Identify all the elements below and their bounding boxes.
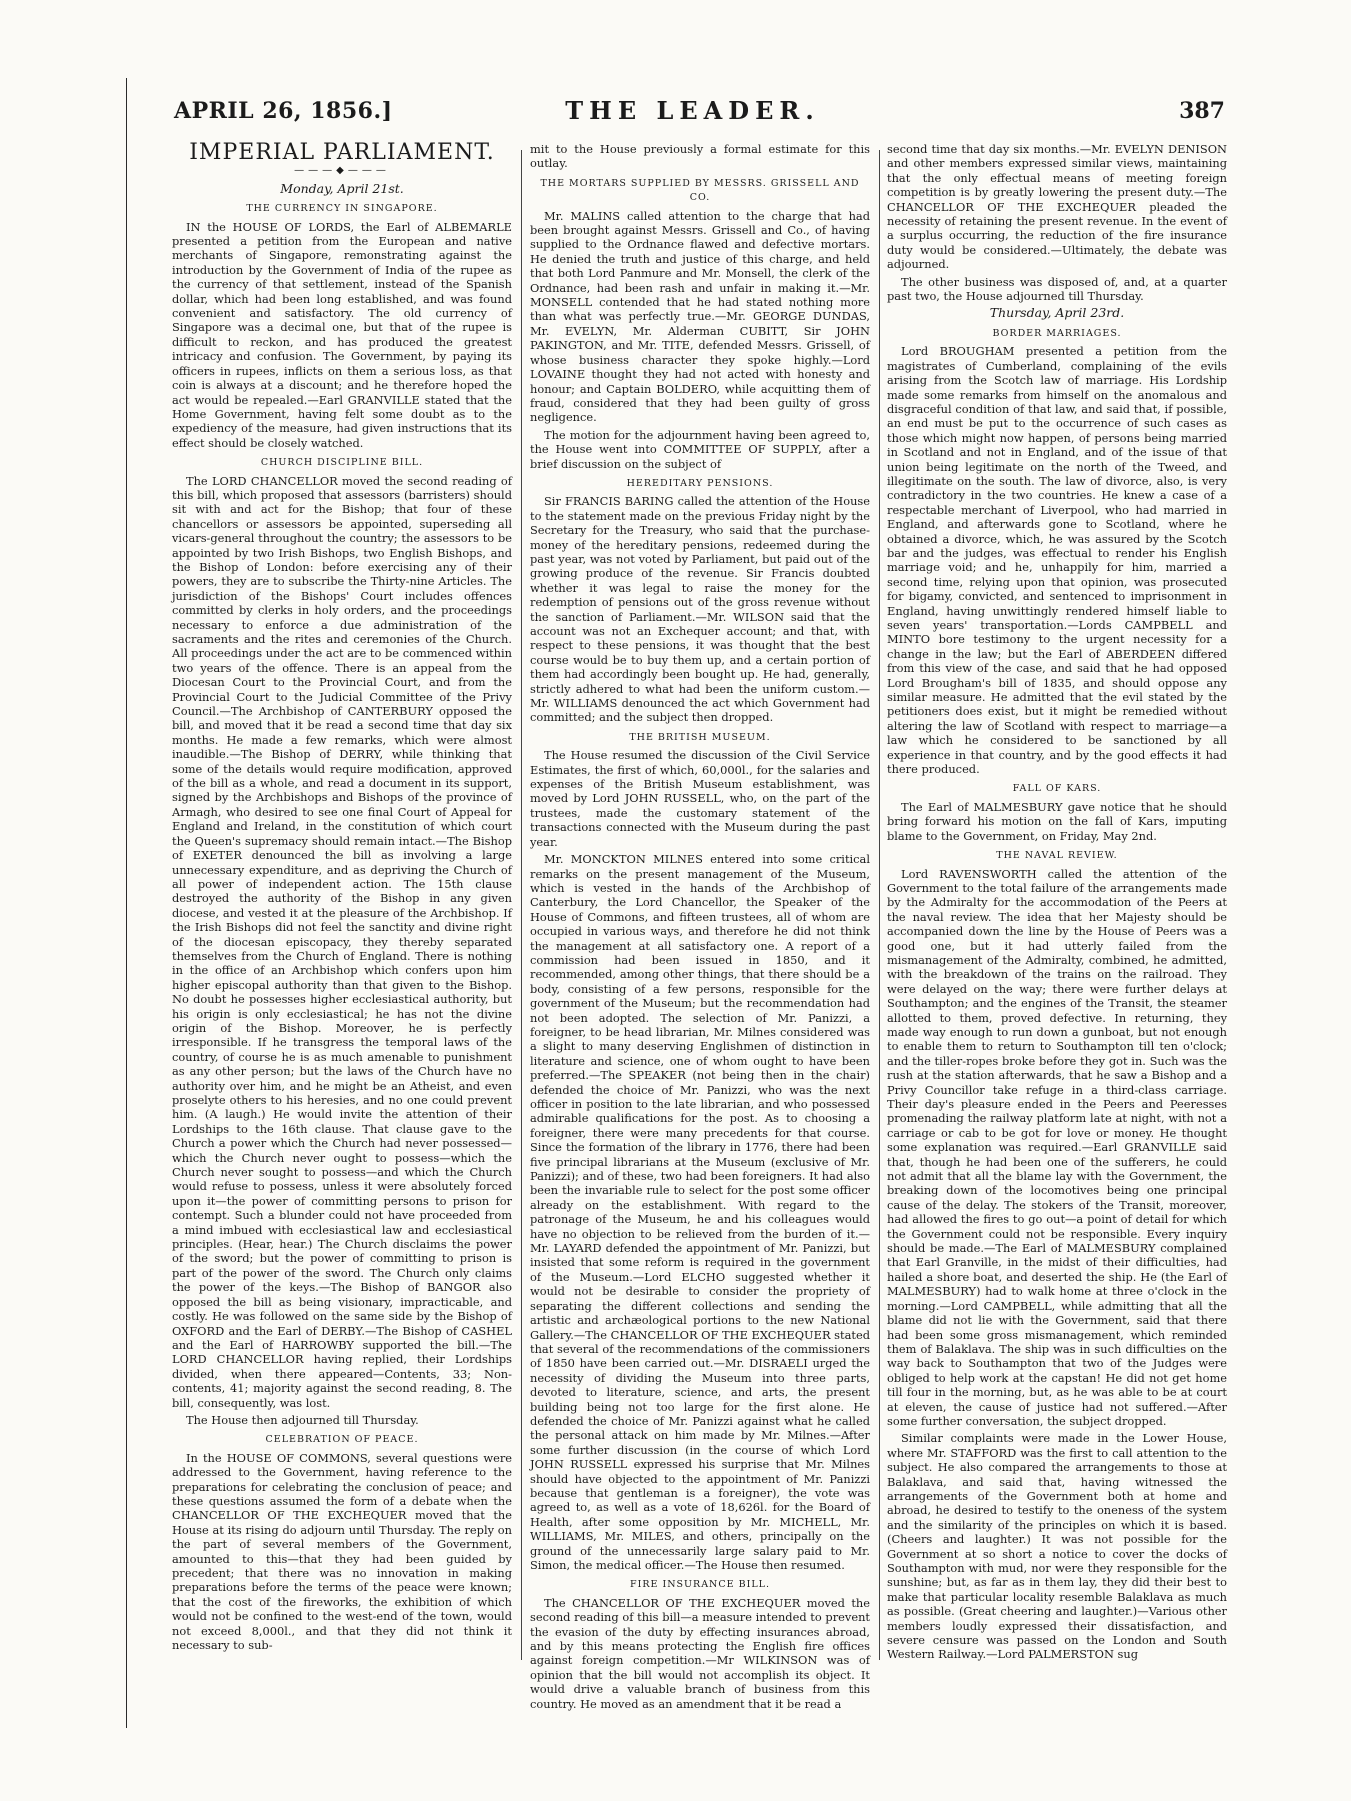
column-1 — [172, 142, 512, 1662]
article-paragraph: The other business was disposed of, and, at a quarter past two, the House adjourned till Thursday. — [887, 274, 1227, 304]
article-heading: CELEBRATION OF PEACE. — [265, 1434, 419, 1446]
article-heading: CHURCH DISCIPLINE BILL. — [260, 457, 424, 469]
article-paragraph: In the HOUSE OF COMMONS, several questions were addressed to the Government, having reference to the preparations for celebrating the conclusion of peace; and these questions assumed the form of a debate when the CHANCELLOR OF THE EXCHEQUER moved that the House at its rising do adjourn until Thursday. The reply on the part of several members of the Government, amounted to this—that they had been guided by precedent; that there was no innovation in making preparations before the terms of the peace were known; that the cost of the fireworks, the exhibition of which would not be confined to the west-end of the town, would not exceed 8,000l., and that they did not think it necessary to sub- — [172, 1450, 512, 1653]
article-heading: THE MORTARS SUPPLIED BY MESSRS. GRISSELL AND CO. — [540, 177, 860, 204]
article-paragraph: Lord BROUGHAM presented a petition from the magistrates of Cumberland, complaining of the evils arising from the Scotch law of marriage. His Lordship made some remarks from himself on the anomalous and disgraceful condition of that law, and said that, if possible, an end must be put to the occurrence of such cases as those which might now happen, of persons being married in Scotland and not in England, and of the issue of that union being legitimate on the north of the Tweed, and illegitimate on the south. The law of divorce, also, is very contradictory in the two countries. He knew a case of a respectable merchant of Liverpool, who had married in England, and afterwards gone to Scotland, where he obtained a divorce, which, he was assured by the Scotch bar and the judges, was effectual to render his English marriage void; and he, unhappily for him, married a second time, relying upon that opinion, was prosecuted for bigamy, convicted, and sentenced to imprisonment in England, having unwittingly rendered himself liable to seven years' transportation.—Lords CAMPBELL and MINTO bore testimony to the urgent necessity for a change in the law; but the Earl of ABERDEEN differed from this view of the case, and said that he had opposed Lord Brougham's bill of 1835, and should oppose any similar measure. He admitted that the evil stated by the petitioners does exist, but it might be remedied without altering the law of Scotland with respect to marriage—a law which he considered to be sanctioned by all experience in that country, and by the good effects it had there produced. — [887, 344, 1227, 777]
article-paragraph: mit to the House previously a formal estimate for this outlay. — [530, 142, 870, 171]
article-heading: THE BRITISH MUSEUM. — [629, 731, 771, 743]
header-date: APRIL 26, 1856.] — [174, 98, 393, 124]
column-rule-right — [879, 150, 880, 1660]
article-heading: FALL OF KARS. — [1012, 783, 1102, 795]
article-heading: HEREDITARY PENSIONS. — [626, 477, 774, 489]
page-edge-line — [126, 78, 127, 1728]
column-2 — [530, 142, 870, 1711]
article-paragraph: Similar complaints were made in the Lower House, where Mr. STAFFORD was the first to call attention to the subject. He also compared the arrangements to those at Balaklava, and said that, having witnessed the arrangements of the Government both at home and abroad, he desired to testify to the oneness of the system and the similarity of the principles on which it is based. (Cheers and laughter.) It was not possible for the Government at so short a notice to cover the docks of Southampton with mud, nor were they responsible for the sunshine; but, as far as in them lay, they did their best to make that particular locality resemble Balaklava as much as possible. (Great cheering and laughter.)—Various other members loudly expressed their dissatisfaction, and severe censure was passed on the London and South Western Railway.—Lord PALMERSTON sug — [887, 1431, 1227, 1662]
article-paragraph: second time that day six months.—Mr. EVELYN DENISON and other members expressed similar views, maintaining that the only effectual means of meeting foreign competition is by greatly lowering the present duty.—The CHANCELLOR OF THE EXCHEQUER pleaded the necessity of retaining the present revenue. In the event of a surplus occurring, the reduction of the fire insurance duty would be considered.—Ultimately, the debate was adjourned. — [887, 142, 1227, 272]
title-ornament: ———◆——— — [294, 165, 390, 177]
article-paragraph: Mr. MONCKTON MILNES entered into some critical remarks on the present management of the Museum, which is vested in the hands of the Archbishop of Canterbury, the Lord Chancellor, the Speaker of the House of Commons, and fifteen trustees, all of whom are occupied in various ways, and therefore he did not think the management at all satisfactory one. A report of a commission had been issued in 1850, and it recommended, among other things, that there should be a body, consisting of a few persons, responsible for the government of the Museum; but the recommendation had not been adopted. The selection of Mr. Panizzi, a foreigner, to be head librarian, Mr. Milnes considered was a slight to many deserving Englishmen of distinction in literature and science, one of whom ought to have been preferred.—The SPEAKER (not being then in the chair) defended the choice of Mr. Panizzi, who was the next officer in position to the late librarian, and who possessed admirable qualifications for the post. As to choosing a foreigner, there were many precedents for that course. Since the formation of the library in 1776, there had been five principal librarians at the Museum (exclusive of Mr. Panizzi); and of these, two had been foreigners. It had also been the invariable rule to select for the post some officer already on the establishment. With regard to the patronage of the Museum, he and his colleagues would have no objection to be relieved from the burden of it.—Mr. LAYARD defended the appointment of Mr. Panizzi, but insisted that some reform is required in the government of the Museum.—Lord ELCHO suggested whether it would not be desirable to consider the propriety of separating the different collections and sending the artistic and archæological portions to the new National Gallery.—The CHANCELLOR OF THE EXCHEQUER stated that several of the recommendations of the commissioners of 1850 have been carried out.—Mr. DISRAELI urged the necessity of dividing the Museum into three parts, devoted to literature, science, and arts, the present building being not too large for the first alone. He defended the choice of Mr. Panizzi against what he called the personal attack on him made by Mr. Milnes.—After some further discussion (in the course of which Lord JOHN RUSSELL expressed his surprise that Mr. Milnes should have objected to the appointment of Mr. Panizzi because that gentleman is a foreigner), the vote was agreed to, as well as a vote of 18,626l. for the Board of Health, after some opposition by Mr. MICHELL, Mr. WILLIAMS, Mr. MILES, and others, principally on the ground of the unnecessarily large salary paid to Mr. Simon, the medical officer.—The House then resumed. — [530, 852, 870, 1572]
article-paragraph: The motion for the adjournment having been agreed to, the House went into COMMITTEE OF SUPPLY, after a brief discussion on the subject of — [530, 427, 870, 471]
column-rule-left — [521, 150, 522, 1660]
page-header — [160, 92, 1225, 128]
article-paragraph: IN the HOUSE OF LORDS, the Earl of ALBEMARLE presented a petition from the European and native merchants of Singapore, remonstrating against the introduction by the Government of India of the rupee as the currency of that settlement, instead of the Spanish dollar, which had been long established, and was found convenient and satisfactory. The old currency of Singapore was a decimal one, but that of the rupee is difficult to reckon, and has produced the greatest intricacy and confusion. The Government, by paying its officers in rupees, inflicts on them a serious loss, as that coin is always at a discount; and he therefore hoped the act would be repealed.—Earl GRANVILLE stated that the Home Government, having felt some doubt as to the expediency of the measure, had given instructions that its effect should be closely watched. — [172, 219, 512, 450]
article-paragraph: Mr. MALINS called attention to the charge that had been brought against Messrs. Grissell and Co., of having supplied to the Ordnance flawed and defective mortars. He denied the truth and justice of this charge, and held that both Lord Panmure and Mr. Monsell, the clerk of the Ordnance, had been rash and unfair in making it.—Mr. MONSELL contended that he had stated nothing more than what was perfectly true.—Mr. GEORGE DUNDAS, Mr. EVELYN, Mr. Alderman CUBITT, Sir JOHN PAKINGTON, and Mr. TITE, defended Messrs. Grissell, of whose business character they spoke highly.—Lord LOVAINE thought they had not acted with honesty and honour; and Captain BOLDERO, while acquitting them of fraud, considered that they had been guilty of gross negligence. — [530, 208, 870, 425]
article-paragraph: The House resumed the discussion of the Civil Service Estimates, the first of which, 60,000l., for the salaries and expenses of the British Museum establishment, was moved by Lord JOHN RUSSELL, who, on the part of the trustees, made the customary statement of the transactions connected with the Museum during the past year. — [530, 748, 870, 849]
article-paragraph: Lord RAVENSWORTH called the attention of the Government to the total failure of the arrangements made by the Admiralty for the accommodation of the Peers at the naval review. The idea that her Majesty should be accompanied down the line by the House of Peers was a good one, but it had utterly failed from the mismanagement of the Admiralty, combined, he admitted, with the breakdown of the trains on the railroad. They were delayed on the way; there were further delays at Southampton; and the engines of the Transit, the steamer allotted to them, proved defective. In returning, they made way enough to run down a gunboat, but not enough to enable them to return to Southampton till ten o'clock; and the tiller-ropes broke before they got in. Such was the rush at the station afterwards, that he saw a Bishop and a Privy Councillor take refuge in a third-class carriage. Their day's pleasure ended in the Peers and Peeresses promenading the railway platform late at night, with not a carriage or cab to be got for love or money. He thought some explanation was required.—Earl GRANVILLE said that, though he had been one of the sufferers, he could not admit that all the blame lay with the Government, the breaking down of the locomotives being one principal cause of the delay. The stokers of the Transit, moreover, had allowed the fires to go out—a point of detail for which the Government could not be responsible. Every inquiry should be made.—The Earl of MALMESBURY complained that Earl Granville, in the midst of their difficulties, had hailed a shore boat, and deserted the ship. He (the Earl of MALMESBURY) had to walk home at three o'clock in the morning.—Lord CAMPBELL, while admitting that all the blame did not lie with the Government, said that there had been some gross mismanagement, which reminded them of Balaklava. The ship was in such difficulties on the way back to Southampton that two of the Judges were obliged to help work at the capstan! He did not get home till four in the morning, but, as he was able to be at court at eleven, the cause of justice had not suffered.—After some further conversation, the subject dropped. — [887, 866, 1227, 1428]
article-paragraph: Sir FRANCIS BARING called the attention of the House to the statement made on the previous Friday night by the Secretary for the Treasury, who said that the purchase-money of the hereditary pensions, redeemed during the past year, was not voted by Parliament, but paid out of the growing produce of the revenue. Sir Francis doubted whether it was legal to raise the money for the redemption of pensions out of the gross revenue without the sanction of Parliament.—Mr. WILSON said that the account was not an Exchequer account; and that, with respect to these pensions, it was thought that the best course would be to buy them up, and a certain portion of them had accordingly been bought up. He had, generally, strictly adhered to what had been the uniform custom.—Mr. WILLIAMS denounced the act which Government had committed; and the subject then dropped. — [530, 494, 870, 725]
column-3 — [887, 142, 1227, 1662]
masthead-title: THE LEADER. — [565, 96, 820, 125]
article-heading: THE NAVAL REVIEW. — [996, 850, 1118, 862]
article-paragraph: The Earl of MALMESBURY gave notice that he should bring forward his motion on the fall of Kars, imputing blame to the Government, on Friday, May 2nd. — [887, 799, 1227, 843]
article-paragraph: The LORD CHANCELLOR moved the second reading of this bill, which proposed that assessors (barristers) should sit with and act for the Bishop; that four of these chancellors or assessors be appointed, superseding all vicars-general throughout the country; the assessors to be appointed by two Irish Bishops, two English Bishops, and the Bishop of London: before exercising any of their powers, they are to subscribe the Thirty-nine Articles. The jurisdiction of the Bishops' Court includes offences committed by clerks in holy orders, and the proceedings necessary to enforce a due administration of the sacraments and the rites and ceremonies of the Church. All proceedings under the act are to be commenced within two years of the offence. There is an appeal from the Diocesan Court to the Provincial Court, and from the Provincial Court to the Judicial Committee of the Privy Council.—The Archbishop of CANTERBURY opposed the bill, and moved that it be read a second time that day six months. He made a few remarks, which were almost inaudible.—The Bishop of DERRY, while thinking that some of the details would require modification, approved of the bill as a whole, and read a document in its support, signed by the Archbishops and Bishops of the province of Armagh, who desired to see one final Court of Appeal for England and Ireland, in the constitution of which court the Queen's supremacy should remain intact.—The Bishop of EXETER denounced the bill as involving a large unnecessary expenditure, and as depriving the Church of all power of independent action. The 15th clause destroyed the authority of the Bishop in any given diocese, and vested it at the pleasure of the Archbishop. If the Irish Bishops did not feel the sanctity and divine right of the diocesan episcopacy, they thereby separated themselves from the Church of England. There is nothing in the office of an Archbishop which confers upon him higher episcopal authority than that given to the Bishop. No doubt he possesses higher ecclesiastical authority, but his origin is only ecclesiastical; he has not the divine origin of the Bishop. Moreover, he is perfectly irresponsible. If he transgress the temporal laws of the country, of course he is as much amenable to punishment as any other person; but the laws of the Church have no authority over him, and he might be an Atheist, and even proselyte others to his heresies, and no one could prevent him. (A laugh.) He would invite the attention of their Lordships to the 16th clause. That clause gave to the Church a power which the Church had never possessed—which the Church never ought to possess—which the Church never sought to possess—and which the Church would refuse to possess, unless it were absolutely forced upon it—the power of committing persons to prison for contempt. Such a blunder could not have proceeded from a mind imbued with ecclesiastical law and ecclesiastical principles. (Hear, hear.) The Church disclaims the power of the sword; but the power of committing to prison is part of the power of the sword. The Church only claims the power of the keys.—The Bishop of BANGOR also opposed the bill as being visionary, impracticable, and costly. He was followed on the same side by the Bishop of OXFORD and the Earl of DERBY.—The Bishop of CASHEL and the Earl of HARROWBY supported the bill.—The LORD CHANCELLOR having replied, their Lordships divided, when there appeared—Contents, 33; Non-contents, 41; majority against the second reading, 8. The bill, consequently, was lost. — [172, 473, 512, 1410]
date-heading: Thursday, April 23rd. — [989, 305, 1125, 321]
article-paragraph: The CHANCELLOR OF THE EXCHEQUER moved the second reading of this bill—a measure intended to prevent the evasion of the duty by effecting insurances abroad, and by this means protecting the English fire offices against foreign competition.—Mr WILKINSON was of opinion that the bill would not accomplish its object. It would drive a valuable branch of business from this country. He moved as an amendment that it be read a — [530, 1595, 870, 1711]
section-title: IMPERIAL PARLIAMENT. — [189, 140, 495, 165]
page-number: 387 — [1179, 98, 1225, 124]
date-heading: Monday, April 21st. — [280, 180, 404, 196]
article-heading: THE CURRENCY IN SINGAPORE. — [246, 203, 438, 215]
article-heading: BORDER MARRIAGES. — [992, 327, 1122, 339]
article-heading: FIRE INSURANCE BILL. — [630, 1579, 770, 1591]
article-paragraph: The House then adjourned till Thursday. — [186, 1412, 419, 1427]
